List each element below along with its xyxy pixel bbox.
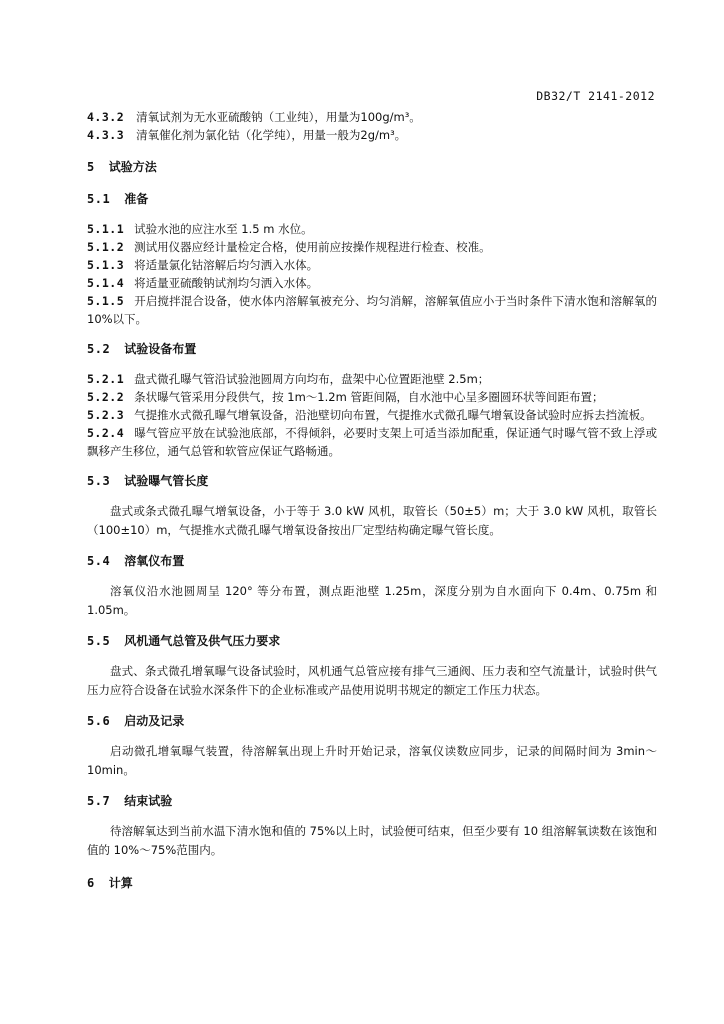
clause-5-1-4: 5.1.4 将适量亚硫酸钠试剂均匀洒入水体。 (87, 276, 319, 290)
clause-5-2-1: 5.2.1 盘式微孔曝气管沿试验池圆周方向均布，盘架中心位置距池壁 2.5m； (87, 372, 490, 386)
section-5-3-paragraph: 盘式或条式微孔曝气增氧设备，小于等于 3.0 kW 风机，取管长（50±5）m；大于 3.0 kW 风机，取管长（100±10）m，气提推水式微孔曝气增氧设备按出厂定型结构确定曝气管长度。 (87, 504, 657, 537)
standard-code: DB32/T 2141-2012 (536, 89, 655, 103)
clause-5-1-1: 5.1.1 试验水池的应注水至 1.5 m 水位。 (87, 222, 313, 236)
section-5-6-paragraph: 启动微孔增氧曝气装置，待溶解氧出现上升时开始记录，溶氧仪读数应同步，记录的间隔时间为 3min～10min。 (87, 744, 657, 777)
section-5-2-heading: 5.2 试验设备布置 (87, 342, 197, 356)
section-5-heading: 5 试验方法 (87, 160, 157, 174)
section-5-1-heading: 5.1 准备 (87, 192, 149, 206)
section-5-4-paragraph: 溶氧仪沿水池圆周呈 120° 等分布置，测点距池壁 1.25m，深度分别为自水面向下 0.4m、0.75m 和 1.05m。 (87, 584, 657, 617)
clause-5-2-2: 5.2.2 条状曝气管采用分段供气，按 1m～1.2m 管距间隔，自水池中心呈多圈圆环状等间距布置； (87, 390, 604, 404)
clause-5-1-3: 5.1.3 将适量氯化钴溶解后均匀洒入水体。 (87, 258, 319, 272)
clause-5-1-5: 5.1.5 开启搅拌混合设备，使水体内溶解氧被充分、均匀消解，溶解氧值应小于当时条件下清水饱和溶解氧的 10%以下。 (87, 294, 657, 326)
clause-5-2-4: 5.2.4 曝气管应平放在试验池底部，不得倾斜，必要时支架上可适当添加配重，保证通气时曝气管不致上浮或飘移产生移位，通气总管和软管应保证气路畅通。 (87, 426, 657, 458)
clause-5-2-3: 5.2.3 气提推水式微孔曝气增氧设备，沿池壁切向布置，气提推水式微孔曝气增氧设备试验时应拆去挡流板。 (87, 408, 652, 422)
section-5-7-heading: 5.7 结束试验 (87, 794, 173, 808)
section-5-5-paragraph: 盘式、条式微孔增氧曝气设备试验时，风机通气总管应接有排气三通阀、压力表和空气流量计，试验时供气压力应符合设备在试验水深条件下的企业标准或产品使用说明书规定的额定工作压力状态。 (87, 664, 657, 697)
section-5-7-paragraph: 待溶解氧达到当前水温下清水饱和值的 75%以上时，试验便可结束，但至少要有 10 组溶解氧读数在该饱和值的 10%～75%范围内。 (87, 824, 657, 857)
section-5-5-heading: 5.5 风机通气总管及供气压力要求 (87, 634, 281, 648)
clause-4-3-3: 4.3.3 清氧催化剂为氯化钴（化学纯），用量一般为2g/m³。 (87, 128, 407, 142)
section-5-4-heading: 5.4 溶氧仪布置 (87, 554, 185, 568)
document-body (87, 108, 657, 906)
section-5-3-heading: 5.3 试验曝气管长度 (87, 474, 209, 488)
section-5-6-heading: 5.6 启动及记录 (87, 714, 185, 728)
section-6-heading: 6 计算 (87, 876, 133, 890)
clause-5-1-2: 5.1.2 测试用仪器应经计量检定合格，使用前应按操作规程进行检查、校准。 (87, 240, 491, 254)
clause-4-3-2: 4.3.2 清氧试剂为无水亚硫酸钠（工业纯），用量为100g/m³。 (87, 110, 421, 124)
